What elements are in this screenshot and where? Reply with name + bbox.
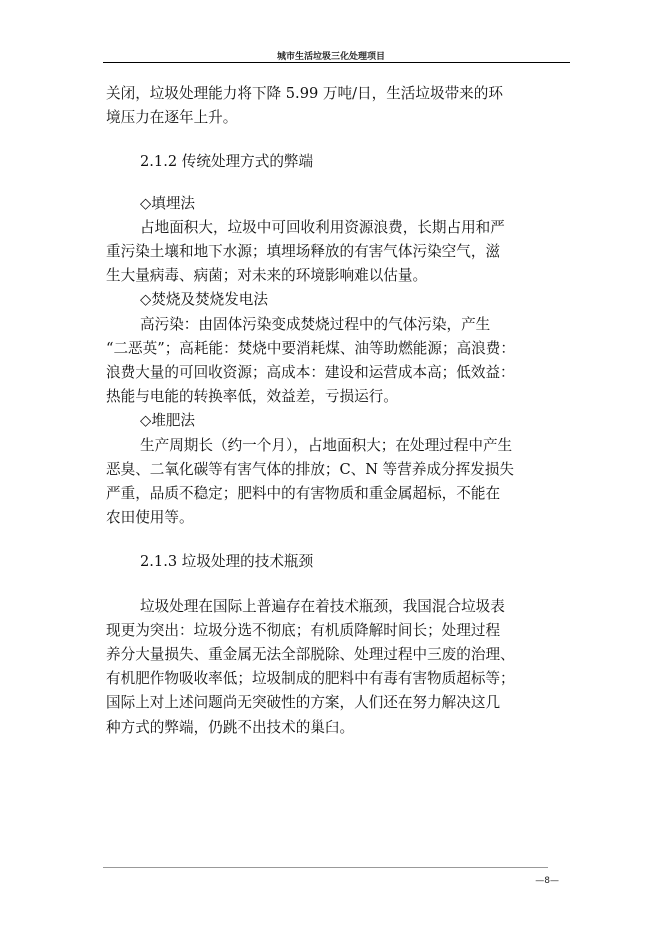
section-heading-2-1-2: 2.1.2 传统处理方式的弊端: [140, 153, 314, 171]
paragraph-line: “二恶英”；高耗能：焚烧中要消耗煤、油等助燃能源；高浪费：: [106, 339, 515, 357]
paragraph-line: 生大量病毒、病菌；对未来的环境影响难以估量。: [106, 267, 428, 285]
paragraph-line: 浪费大量的可回收资源；高成本：建设和运营成本高；低效益：: [106, 364, 515, 382]
paragraph-line: 严重，品质不稳定；肥料中的有害物质和重金属超标，不能在: [106, 485, 501, 503]
paragraph-line: 生产周期长（约一个月），占地面积大；在处理过程中产生: [140, 436, 513, 454]
paragraph-line: 占地面积大，垃圾中可回收利用资源浪费，长期占用和严: [140, 218, 505, 236]
document-body: [106, 82, 566, 740]
paragraph-line: 农田使用等。: [106, 509, 194, 527]
page-number: —8—: [535, 876, 559, 886]
paragraph-line: 垃圾处理在国际上普遍存在着技术瓶颈，我国混合垃圾表: [140, 597, 505, 615]
subheading-landfill: ◇填埋法: [140, 194, 196, 212]
paragraph-line: 关闭，垃圾处理能力将下降 5.99 万吨/日，生活垃圾带来的环: [106, 85, 503, 102]
paragraph-line: 现更为突出：垃圾分选不彻底；有机质降解时间长；处理过程: [106, 621, 501, 639]
page-header-title: 城市生活垃圾三化处理项目: [276, 52, 385, 62]
subheading-incineration: ◇焚烧及焚烧发电法: [140, 291, 268, 309]
paragraph-line: 养分大量损失、重金属无法全部脱除、处理过程中三废的治理、: [106, 646, 515, 664]
header-divider: [103, 62, 570, 63]
footer-divider: [103, 867, 548, 868]
paragraph-line: 重污染土壤和地下水源；填埋场释放的有害气体污染空气，滋: [106, 243, 501, 261]
paragraph-line: 国际上对上述问题尚无突破性的方案，人们还在努力解决这几: [106, 694, 501, 712]
paragraph-line: 种方式的弊端，仍跳不出技术的巢臼。: [106, 718, 355, 736]
paragraph-line: 境压力在逐年上升。: [106, 109, 238, 127]
paragraph-line: 热能与电能的转换率低，效益差，亏损运行。: [106, 388, 398, 406]
section-heading-2-1-3: 2.1.3 垃圾处理的技术瓶颈: [140, 553, 314, 571]
subheading-composting: ◇堆肥法: [140, 412, 196, 430]
paragraph-line: 有机肥作物吸收率低；垃圾制成的肥料中有毒有害物质超标等；: [106, 670, 515, 688]
paragraph-line: 恶臭、二氧化碳等有害气体的排放；C、N 等营养成分挥发损失: [106, 460, 515, 478]
paragraph-line: 高污染：由固体污染变成焚烧过程中的气体污染，产生: [140, 315, 491, 333]
